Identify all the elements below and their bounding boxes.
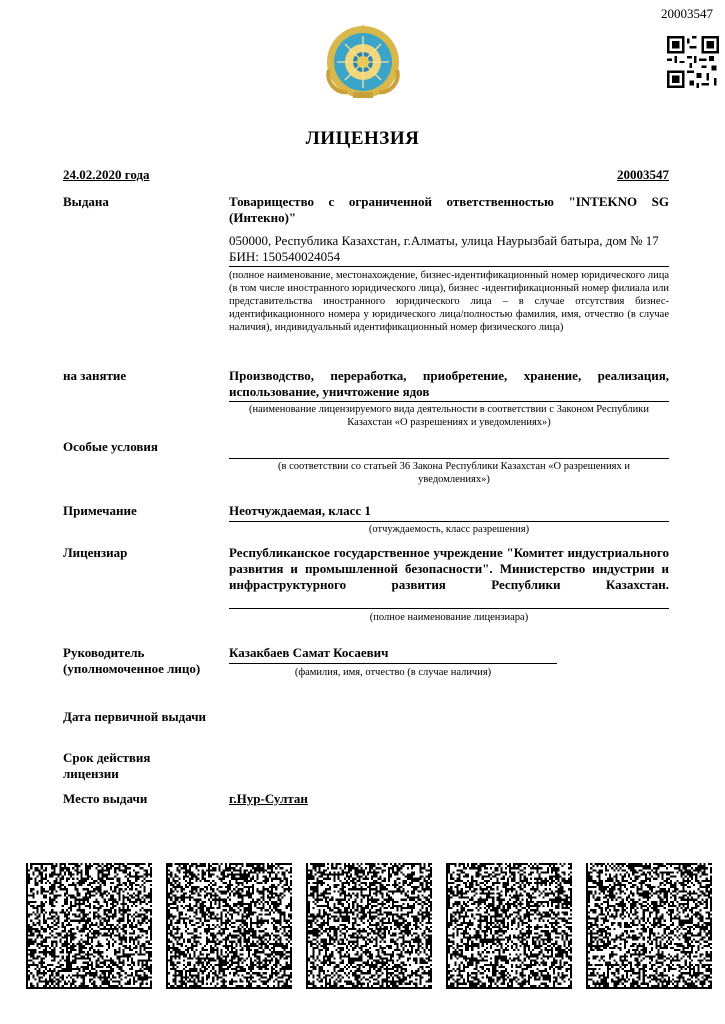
barcode-5-icon bbox=[586, 863, 712, 989]
activity-underline bbox=[229, 401, 669, 402]
head-value: Казакбаев Самат Косаевич bbox=[229, 645, 389, 660]
activity-value: Производство, переработка, приобретение, хранение, реализация, использование, уничтожение ядов bbox=[229, 368, 669, 399]
issued-name: Товарищество с ограниченной ответственностью "INTEKNO SG (Интекно)" bbox=[229, 194, 669, 225]
head-note: (фамилия, имя, отчество (в случае наличия) bbox=[294, 667, 492, 678]
issued-label: Выдана bbox=[63, 194, 109, 209]
barcode-1-icon bbox=[26, 863, 152, 989]
remark-value: Неотчуждаемая, класс 1 bbox=[229, 503, 371, 518]
document-number-top: 20003547 bbox=[661, 6, 713, 21]
barcode-3-icon bbox=[306, 863, 432, 989]
validity-label: Срок действия лицензии bbox=[63, 750, 151, 781]
issued-note: (полное наименование, местонахождение, бизнес-идентификационный номер юридического лица (в том числе иностранного юридического лица), бизнес -идентификационный номер филиала или представительства иностранного юридического лица – в случае отсутствия бизнес-идентификационного номера у юридического лица/полностью фамилия, имя, отчество (в случае наличия), индивидуальный идентификационный номер физического лица) bbox=[229, 270, 669, 333]
kazakhstan-emblem-icon bbox=[323, 22, 403, 102]
qr-code-icon bbox=[667, 36, 719, 88]
license-date: 24.02.2020 года bbox=[63, 167, 150, 182]
licensor-note: (полное наименование лицензиара) bbox=[369, 612, 529, 623]
remark-label: Примечание bbox=[63, 503, 137, 518]
place-value: г.Нур-Султан bbox=[229, 791, 308, 806]
head-label: Руководитель (уполномоченное лицо) bbox=[63, 645, 201, 676]
first-issue-label: Дата первичной выдачи bbox=[63, 709, 207, 724]
issued-underline bbox=[229, 266, 669, 267]
head-underline bbox=[229, 663, 557, 664]
activity-note: (наименование лицензируемого вида деятельности в соответствии с Законом Республики Казахстан «О разрешениях и уведомлениях») bbox=[249, 404, 649, 428]
remark-note: (отчуждаемость, класс разрешения) bbox=[368, 524, 530, 535]
licensor-value: Республиканское государственное учреждение "Комитет индустриального развития и промышленной безопасности". Министерство индустрии и инфраструктурного развития Республики Казахстан. bbox=[229, 545, 669, 592]
barcode-2-icon bbox=[166, 863, 292, 989]
licensor-label: Лицензиар bbox=[63, 545, 128, 560]
issued-address: 050000, Республика Казахстан, г.Алматы, улица Наурызбай батыра, дом № 17 bbox=[229, 233, 659, 248]
place-label: Место выдачи bbox=[63, 791, 148, 806]
remark-underline bbox=[229, 521, 669, 522]
special-label: Особые условия bbox=[63, 439, 158, 454]
activity-label: на занятие bbox=[63, 368, 127, 383]
licensor-underline bbox=[229, 608, 669, 609]
special-underline bbox=[229, 458, 669, 459]
special-note: (в соответствии со статьей 36 Закона Республики Казахстан «О разрешениях и уведомлениях») bbox=[278, 461, 630, 485]
license-number: 20003547 bbox=[617, 167, 669, 182]
document-title: ЛИЦЕНЗИЯ bbox=[305, 128, 420, 149]
issued-bin: БИН: 150540024054 bbox=[229, 249, 341, 264]
barcode-4-icon bbox=[446, 863, 572, 989]
